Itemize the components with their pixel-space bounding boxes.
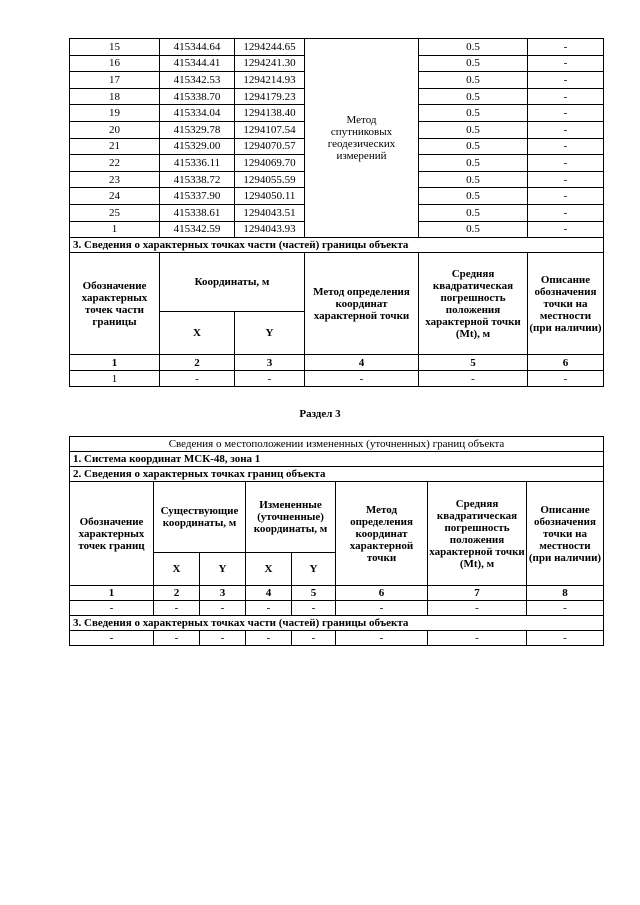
header-existing-coordinates: Существующие координаты, м bbox=[154, 482, 246, 553]
table-cell: - bbox=[428, 601, 527, 616]
x-coordinate-cell: 415337.90 bbox=[160, 188, 235, 205]
table-cell: - bbox=[292, 631, 336, 646]
point-number-cell: 16 bbox=[70, 55, 160, 72]
header-coordinates: Координаты, м bbox=[160, 253, 305, 312]
header-y: Y bbox=[200, 553, 246, 586]
y-coordinate-cell: 1294138.40 bbox=[235, 105, 305, 122]
point-number-cell: 18 bbox=[70, 88, 160, 105]
column-number: 5 bbox=[292, 586, 336, 601]
table-cell: - bbox=[200, 601, 246, 616]
coordinate-system: 1. Система координат МСК-48, зона 1 bbox=[70, 452, 604, 467]
description-cell: - bbox=[528, 204, 604, 221]
description-cell: - bbox=[528, 155, 604, 172]
description-cell: - bbox=[528, 188, 604, 205]
x-coordinate-cell: 415338.61 bbox=[160, 204, 235, 221]
point-number-cell: 22 bbox=[70, 155, 160, 172]
description-cell: - bbox=[528, 72, 604, 89]
header-x: X bbox=[160, 312, 235, 355]
y-coordinate-cell: 1294050.11 bbox=[235, 188, 305, 205]
header-point-designation: Обозначение характерных точек границ bbox=[70, 482, 154, 586]
table-cell: - bbox=[527, 601, 604, 616]
table-cell: - bbox=[428, 631, 527, 646]
column-number: 4 bbox=[305, 355, 419, 371]
table-row bbox=[70, 39, 604, 56]
error-cell: 0.5 bbox=[419, 221, 528, 238]
column-number: 8 bbox=[527, 586, 604, 601]
error-cell: 0.5 bbox=[419, 55, 528, 72]
table-cell: - bbox=[528, 371, 604, 387]
description-cell: - bbox=[528, 88, 604, 105]
table-cell: - bbox=[292, 601, 336, 616]
header-description: Описание обозначения точки на местности (при наличии) bbox=[528, 253, 604, 355]
error-cell: 0.5 bbox=[419, 105, 528, 122]
table-cell: - bbox=[336, 601, 428, 616]
header-point-designation: Обозначение характерных точек части границы bbox=[70, 253, 160, 355]
description-cell: - bbox=[528, 221, 604, 238]
x-coordinate-cell: 415336.11 bbox=[160, 155, 235, 172]
column-number: 3 bbox=[200, 586, 246, 601]
header-row bbox=[70, 253, 604, 312]
header-y: Y bbox=[235, 312, 305, 355]
column-number: 6 bbox=[336, 586, 428, 601]
table-cell: - bbox=[246, 601, 292, 616]
y-coordinate-cell: 1294043.93 bbox=[235, 221, 305, 238]
column-number: 1 bbox=[70, 355, 160, 371]
point-number-cell: 15 bbox=[70, 39, 160, 56]
y-coordinate-cell: 1294179.23 bbox=[235, 88, 305, 105]
header-mean-square-error: Средняя квадратическая погрешность положения характерной точки (Mt), м bbox=[428, 482, 527, 586]
error-cell: 0.5 bbox=[419, 39, 528, 56]
header-method: Метод определения координат характерной точки bbox=[305, 253, 419, 355]
column-number: 6 bbox=[528, 355, 604, 371]
header-x: X bbox=[154, 553, 200, 586]
x-coordinate-cell: 415334.04 bbox=[160, 105, 235, 122]
error-cell: 0.5 bbox=[419, 204, 528, 221]
y-coordinate-cell: 1294043.51 bbox=[235, 204, 305, 221]
description-cell: - bbox=[528, 138, 604, 155]
point-number-cell: 23 bbox=[70, 171, 160, 188]
table-cell: - bbox=[200, 631, 246, 646]
x-coordinate-cell: 415338.70 bbox=[160, 88, 235, 105]
description-cell: - bbox=[528, 55, 604, 72]
x-coordinate-cell: 415338.72 bbox=[160, 171, 235, 188]
description-cell: - bbox=[528, 171, 604, 188]
column-number: 7 bbox=[428, 586, 527, 601]
point-number-cell: 24 bbox=[70, 188, 160, 205]
section-heading: Раздел 3 bbox=[299, 408, 341, 420]
description-cell: - bbox=[528, 121, 604, 138]
column-number: 5 bbox=[419, 355, 528, 371]
table-cell: - bbox=[160, 371, 235, 387]
table-cell: - bbox=[305, 371, 419, 387]
error-cell: 0.5 bbox=[419, 188, 528, 205]
header-description: Описание обозначения точки на местности (при наличии) bbox=[527, 482, 604, 586]
point-number-cell: 21 bbox=[70, 138, 160, 155]
y-coordinate-cell: 1294055.59 bbox=[235, 171, 305, 188]
table-cell: - bbox=[154, 631, 200, 646]
column-number: 4 bbox=[246, 586, 292, 601]
error-cell: 0.5 bbox=[419, 155, 528, 172]
x-coordinate-cell: 415344.64 bbox=[160, 39, 235, 56]
column-number: 1 bbox=[70, 586, 154, 601]
system-row bbox=[70, 452, 604, 467]
error-cell: 0.5 bbox=[419, 171, 528, 188]
table-cell: - bbox=[419, 371, 528, 387]
coordinates-table bbox=[69, 38, 604, 387]
column-numbers-row bbox=[70, 586, 604, 601]
table-cell: - bbox=[154, 601, 200, 616]
section-title-row bbox=[70, 467, 604, 482]
column-number: 3 bbox=[235, 355, 305, 371]
description-cell: - bbox=[528, 105, 604, 122]
table-row bbox=[70, 631, 604, 646]
table-cell: - bbox=[246, 631, 292, 646]
table-cell: - bbox=[235, 371, 305, 387]
header-y: Y bbox=[292, 553, 336, 586]
y-coordinate-cell: 1294241.30 bbox=[235, 55, 305, 72]
section-title-row bbox=[70, 616, 604, 631]
y-coordinate-cell: 1294069.70 bbox=[235, 155, 305, 172]
table-cell: - bbox=[70, 631, 154, 646]
header-mean-square-error: Средняя квадратическая погрешность положения характерной точки (Mt), м bbox=[419, 253, 528, 355]
table-cell: - bbox=[527, 631, 604, 646]
changed-borders-table bbox=[69, 436, 604, 646]
table-row bbox=[70, 601, 604, 616]
column-numbers-row bbox=[70, 355, 604, 371]
column-number: 2 bbox=[154, 586, 200, 601]
y-coordinate-cell: 1294214.93 bbox=[235, 72, 305, 89]
error-cell: 0.5 bbox=[419, 88, 528, 105]
table-title: Сведения о местоположении измененных (уточненных) границ объекта bbox=[70, 437, 604, 452]
point-number-cell: 25 bbox=[70, 204, 160, 221]
section-title: 3. Сведения о характерных точках части (частей) границы объекта bbox=[70, 616, 604, 631]
table-cell: 1 bbox=[70, 371, 160, 387]
point-number-cell: 17 bbox=[70, 72, 160, 89]
point-number-cell: 19 bbox=[70, 105, 160, 122]
section-title: 2. Сведения о характерных точках границ объекта bbox=[70, 467, 604, 482]
table-cell: - bbox=[70, 601, 154, 616]
table-cell: - bbox=[336, 631, 428, 646]
point-number-cell: 1 bbox=[70, 221, 160, 238]
x-coordinate-cell: 415342.59 bbox=[160, 221, 235, 238]
header-row bbox=[70, 482, 604, 553]
method-cell: Метод спутниковых геодезических измерений bbox=[305, 39, 419, 238]
title-row bbox=[70, 437, 604, 452]
error-cell: 0.5 bbox=[419, 138, 528, 155]
description-cell: - bbox=[528, 39, 604, 56]
point-number-cell: 20 bbox=[70, 121, 160, 138]
column-number: 2 bbox=[160, 355, 235, 371]
x-coordinate-cell: 415344.41 bbox=[160, 55, 235, 72]
error-cell: 0.5 bbox=[419, 121, 528, 138]
table-row bbox=[70, 371, 604, 387]
y-coordinate-cell: 1294070.57 bbox=[235, 138, 305, 155]
y-coordinate-cell: 1294107.54 bbox=[235, 121, 305, 138]
x-coordinate-cell: 415329.78 bbox=[160, 121, 235, 138]
x-coordinate-cell: 415329.00 bbox=[160, 138, 235, 155]
header-x: X bbox=[246, 553, 292, 586]
section-title-row bbox=[70, 238, 604, 253]
error-cell: 0.5 bbox=[419, 72, 528, 89]
x-coordinate-cell: 415342.53 bbox=[160, 72, 235, 89]
header-method: Метод определения координат характерной точки bbox=[336, 482, 428, 586]
y-coordinate-cell: 1294244.65 bbox=[235, 39, 305, 56]
section-title: 3. Сведения о характерных точках части (частей) границы объекта bbox=[70, 238, 604, 253]
header-changed-coordinates: Измененные (уточненные) координаты, м bbox=[246, 482, 336, 553]
